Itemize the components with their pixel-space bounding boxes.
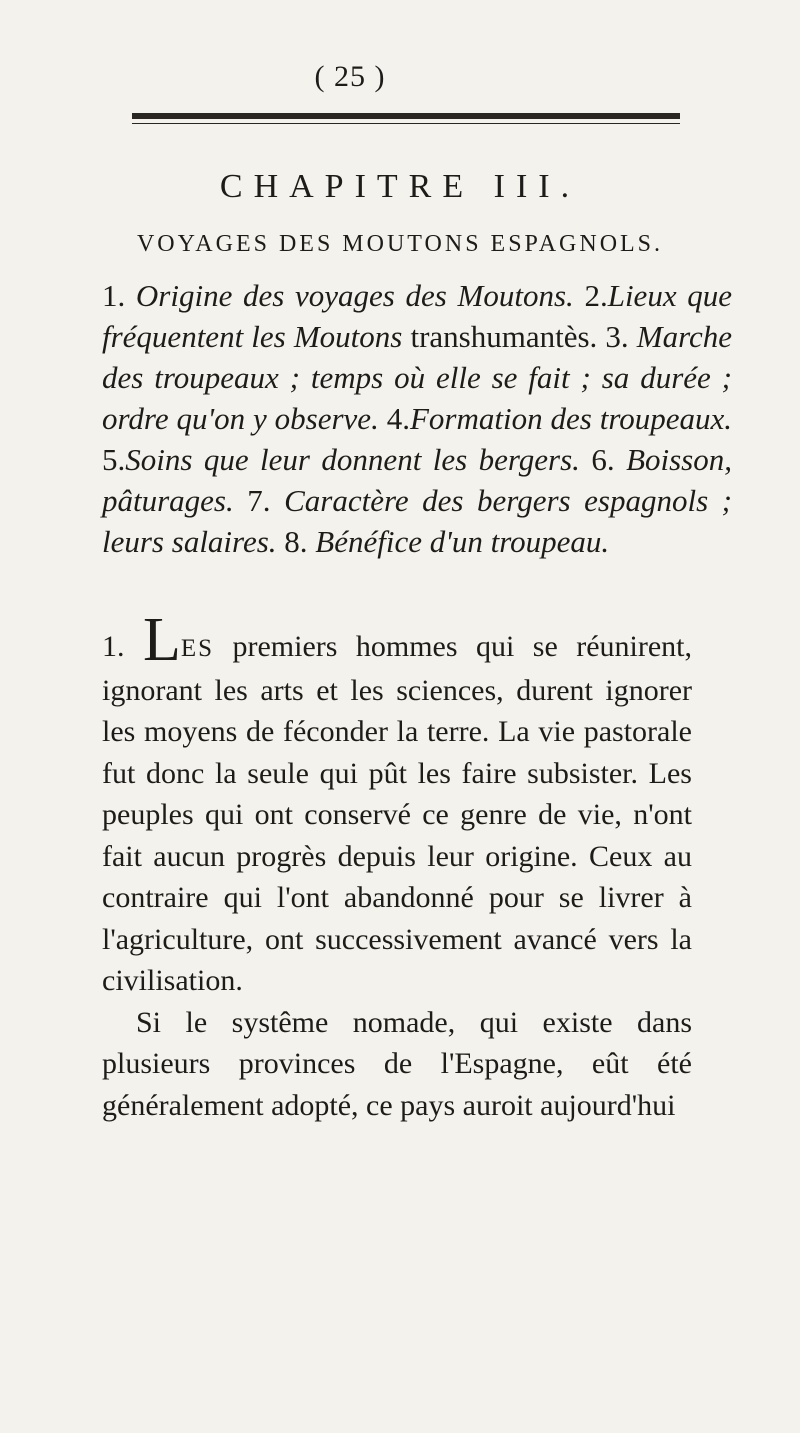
summary-item: Lieux que fréquentent les Moutons — [102, 278, 733, 354]
summary-item: Caractère des bergers espagnols ; leurs salaires. — [102, 483, 733, 559]
summary-number: 7. — [247, 483, 271, 518]
paragraph-2 — [102, 1002, 692, 1127]
summary-number: 6. — [591, 442, 615, 477]
summary-number: 8. — [284, 524, 308, 559]
drop-cap: L — [142, 606, 181, 674]
summary-number: 3. — [605, 319, 629, 354]
header-rule-thin — [132, 123, 680, 124]
body-text — [102, 606, 692, 1126]
small-caps: ES — [180, 635, 215, 662]
summary-number: 2. — [584, 278, 608, 313]
summary-number: 5. — [102, 442, 126, 477]
header-rule-thick — [132, 113, 680, 119]
page-number: ( 25 ) — [314, 60, 386, 93]
paragraph-1 — [102, 606, 692, 1002]
summary-number: 4. — [386, 401, 410, 436]
paragraph-text: Si le systême nomade, qui existe dans plusieurs provinces de l'Espagne, eût été généralement adopté, ce pays auroit aujourd'hui — [102, 1005, 692, 1122]
summary-item: Marche des troupeaux ; temps où elle se fait ; sa durée ; ordre qu'on y observe. — [102, 319, 733, 436]
chapter-summary — [102, 275, 732, 562]
summary-item: Formation des troupeaux. — [409, 401, 733, 436]
paragraph-text: premiers hommes qui se réunirent, ignorant les arts et les sciences, durent ignorer les moyens de féconder la terre. La vie pastorale fut donc la seule qui pût les faire subsister. Les peuples qui ont conservé ce genre de vie, n'ont fait aucun progrès depuis leur origine. Ceux au contraire qui l'ont abandonné pour se livrer à l'agriculture, ont successivement avancé vers la civilisation. — [102, 630, 692, 997]
paragraph-number: 1. — [102, 630, 125, 663]
summary-item: Boisson, pâturages. — [102, 442, 732, 518]
chapter-title: CHAPITRE III. — [219, 168, 581, 205]
summary-item: transhumantès. — [410, 319, 598, 354]
chapter-subtitle: VOYAGES DES MOUTONS ESPAGNOLS. — [136, 231, 664, 257]
summary-number: 1. — [102, 278, 126, 313]
summary-item: Soins que leur donnent les bergers. — [125, 442, 580, 477]
summary-item: Bénéfice d'un troupeau. — [315, 524, 610, 559]
summary-item: Origine des voyages des Moutons. — [135, 278, 574, 313]
